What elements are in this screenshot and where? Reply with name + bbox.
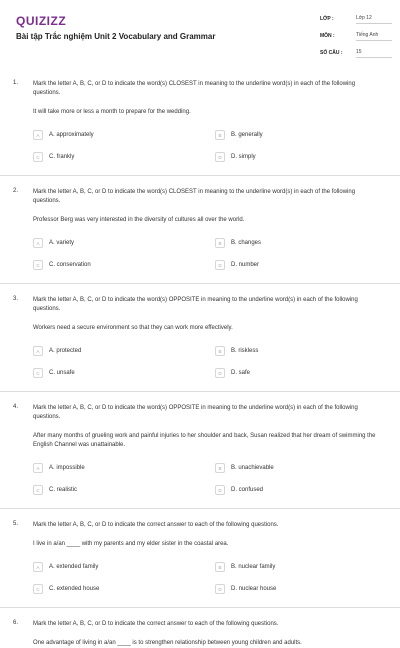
worksheet-meta xyxy=(320,13,392,64)
option-text: A. approximately xyxy=(49,132,94,138)
option-text: C. conservation xyxy=(49,262,91,268)
option-letter-box: B xyxy=(215,562,225,572)
worksheet-header xyxy=(0,0,400,68)
question-block xyxy=(0,391,400,508)
option-text: D. simply xyxy=(231,154,256,160)
answer-options xyxy=(33,130,380,175)
option-text: D. confused xyxy=(231,487,264,493)
question-instruction: Mark the letter A, B, C, or D to indicate the word(s) CLOSEST in meaning to the underline word(s) in each of the following questions. xyxy=(33,189,356,204)
question-number: 6. xyxy=(13,620,19,626)
option-letter-box: D xyxy=(215,152,225,162)
answer-option[interactable] xyxy=(33,485,215,495)
answer-option[interactable] xyxy=(33,238,215,248)
question-sentence: One advantage of living in a/an ____ is to strengthen relationship between young children and adults. xyxy=(33,640,302,646)
answer-option[interactable] xyxy=(33,562,215,572)
option-text: C. realistic xyxy=(49,487,78,493)
answer-option[interactable] xyxy=(33,346,215,356)
answer-option[interactable] xyxy=(215,562,365,572)
answer-option[interactable] xyxy=(215,463,365,473)
option-text: C. unsafe xyxy=(49,370,75,376)
option-letter-box: B xyxy=(215,238,225,248)
answer-options xyxy=(33,238,380,283)
option-letter-box: A xyxy=(33,238,43,248)
option-letter-box: A xyxy=(33,130,43,140)
answer-option[interactable] xyxy=(33,584,215,594)
meta-row-subject xyxy=(320,30,392,42)
answer-option[interactable] xyxy=(215,584,365,594)
answer-option[interactable] xyxy=(215,238,365,248)
question-block xyxy=(0,607,400,648)
option-text: D. number xyxy=(231,262,260,268)
question-number: 3. xyxy=(13,296,19,302)
question-block xyxy=(0,283,400,391)
question-instruction: Mark the letter A, B, C, or D to indicate the word(s) OPPOSITE in meaning to the underline word(s) in each of the following questions. xyxy=(33,297,358,312)
option-text: B. generally xyxy=(231,132,263,138)
option-text: B. riskless xyxy=(231,348,259,354)
option-letter-box: D xyxy=(215,584,225,594)
option-letter-box: A xyxy=(33,346,43,356)
option-letter-box: B xyxy=(215,463,225,473)
meta-value: Lớp 12 xyxy=(356,15,392,24)
question-sentence: I live in a/an ____ with my parents and my elder sister in the coastal area. xyxy=(33,541,229,547)
meta-row-question-count xyxy=(320,47,392,59)
meta-row-class xyxy=(320,13,392,25)
option-text: D. nuclear house xyxy=(231,586,277,592)
meta-label: LỚP : xyxy=(320,16,334,22)
option-text: B. nuclear family xyxy=(231,564,276,570)
answer-option[interactable] xyxy=(215,152,365,162)
option-text: A. impossible xyxy=(49,465,85,471)
answer-option[interactable] xyxy=(33,260,215,270)
answer-options xyxy=(33,463,380,508)
question-number: 5. xyxy=(13,521,19,527)
option-text: D. safe xyxy=(231,370,251,376)
answer-option[interactable] xyxy=(33,152,215,162)
option-text: B. unachievable xyxy=(231,465,274,471)
option-letter-box: B xyxy=(215,130,225,140)
question-sentence: Workers need a secure environment so that they can work more effectively. xyxy=(33,325,233,331)
answer-option[interactable] xyxy=(215,260,365,270)
option-text: A. extended family xyxy=(49,564,99,570)
meta-label: SỐ CÂU : xyxy=(320,50,343,56)
meta-value: 15 xyxy=(356,49,392,58)
option-letter-box: D xyxy=(215,260,225,270)
question-instruction: Mark the letter A, B, C, or D to indicate the correct answer to each of the following questions. xyxy=(33,621,279,627)
option-letter-box: A xyxy=(33,463,43,473)
option-letter-box: D xyxy=(215,485,225,495)
option-text: C. frankly xyxy=(49,154,75,160)
question-block xyxy=(0,508,400,607)
question-list xyxy=(0,68,400,648)
option-letter-box: C xyxy=(33,584,43,594)
answer-option[interactable] xyxy=(215,485,365,495)
question-block xyxy=(0,68,400,175)
answer-options xyxy=(33,562,380,607)
option-letter-box: C xyxy=(33,485,43,495)
answer-option[interactable] xyxy=(215,368,365,378)
option-letter-box: C xyxy=(33,368,43,378)
option-letter-box: B xyxy=(215,346,225,356)
question-instruction: Mark the letter A, B, C, or D to indicate the word(s) CLOSEST in meaning to the underline word(s) in each of the following questions. xyxy=(33,81,356,96)
option-text: C. extended house xyxy=(49,586,100,592)
option-text: A. variety xyxy=(49,240,75,246)
question-block xyxy=(0,175,400,283)
option-letter-box: C xyxy=(33,152,43,162)
answer-option[interactable] xyxy=(33,463,215,473)
answer-option[interactable] xyxy=(215,130,365,140)
question-instruction: Mark the letter A, B, C, or D to indicate the correct answer to each of the following questions. xyxy=(33,522,279,528)
answer-option[interactable] xyxy=(33,130,215,140)
meta-label: MÔN : xyxy=(320,33,335,39)
answer-option[interactable] xyxy=(215,346,365,356)
option-text: A. protected xyxy=(49,348,82,354)
option-letter-box: C xyxy=(33,260,43,270)
question-instruction: Mark the letter A, B, C, or D to indicate the word(s) OPPOSITE in meaning to the underline word(s) in each of the following questions. xyxy=(33,405,358,420)
option-letter-box: A xyxy=(33,562,43,572)
question-number: 4. xyxy=(13,404,19,410)
answer-option[interactable] xyxy=(33,368,215,378)
worksheet-title: Bài tập Trắc nghiệm Unit 2 Vocabulary and Grammar xyxy=(16,32,216,41)
answer-options xyxy=(33,346,380,391)
question-sentence: After many months of grueling work and painful injuries to her shoulder and back, Susan realized that her dream of swimming the English Channel was unattainable. xyxy=(33,433,376,448)
meta-value: Tiếng Anh xyxy=(356,32,392,41)
question-sentence: Professor Berg was very interested in the diversity of cultures all over the world. xyxy=(33,217,245,223)
option-letter-box: D xyxy=(215,368,225,378)
question-sentence: It will take more or less a month to prepare for the wedding. xyxy=(33,109,191,115)
question-number: 2. xyxy=(13,188,19,194)
quizizz-logo: QUIZIZZ xyxy=(16,14,67,28)
option-text: B. changes xyxy=(231,240,262,246)
question-number: 1. xyxy=(13,80,19,86)
